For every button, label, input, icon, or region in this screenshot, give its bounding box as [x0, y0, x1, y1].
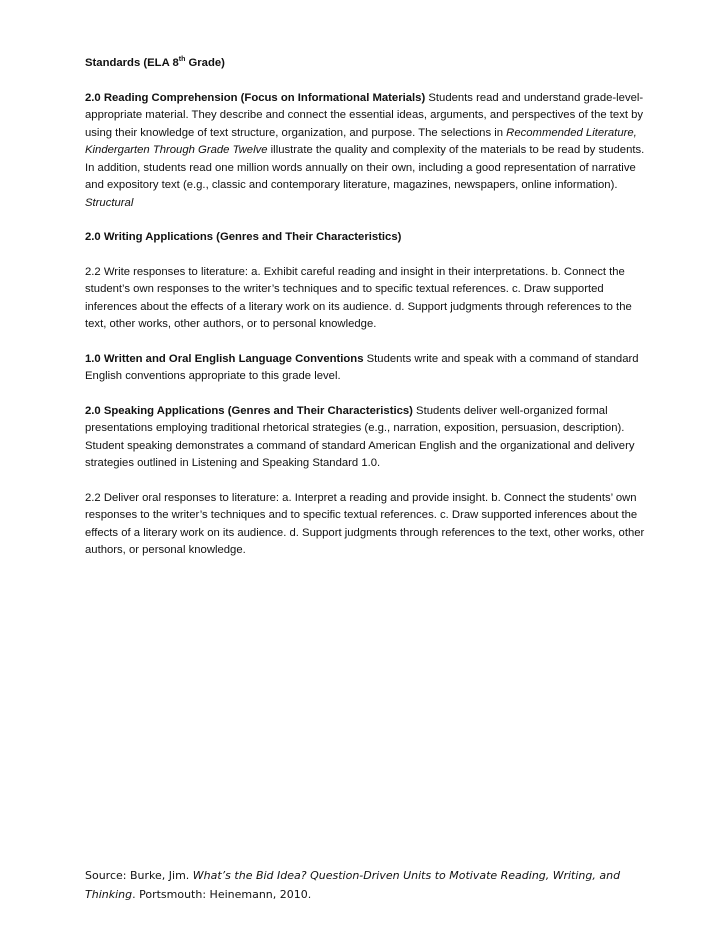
title-prefix: Standards (ELA 8 — [85, 57, 179, 69]
speaking-text: Students deliver well-organized formal presentations employing traditional rhetorical strategies (e.g., narration, exposition, persuasion, description). Student speaking demonstrates a command of standard American English and the organizational and delivery strategies outlined in Listening and Speaking Standard 1.0. — [85, 404, 635, 469]
reading-book-title: Recommended Literature, Kindergarten Through Grade Twelve — [85, 126, 637, 156]
speaking-responses-paragraph — [85, 490, 645, 560]
page-title — [85, 55, 645, 73]
citation-suffix: . Portsmouth: Heinemann, 2010. — [132, 888, 312, 901]
writing-responses-paragraph — [85, 264, 645, 334]
citation-prefix: Source: Burke, Jim. — [85, 869, 193, 882]
conventions-text: Students write and speak with a command of standard English conventions appropriate to this grade level. — [85, 352, 639, 382]
reading-text-part2: illustrate the quality and complexity of the materials to be read by students. In addition, students read one million words annually on their own, including a good representation of narrative and expository text (e.g., classic and contemporary literature, magazines, newspapers, online information). — [85, 144, 645, 191]
writing-22-text: 2.2 Write responses to literature: a. Exhibit careful reading and insight in their interpretations. b. Connect the student’s own responses to the writer’s techniques and to specific textual references. c. Draw supported inferences about the effects of a literary work on its audience. d. Support judgments through references to the text, other works, other authors, or to personal knowledge. — [85, 265, 632, 330]
speaking-applications-paragraph — [85, 403, 645, 473]
conventions-heading: 1.0 Written and Oral English Language Conventions — [85, 352, 364, 365]
reading-heading: 2.0 Reading Comprehension (Focus on Informational Materials) — [85, 91, 426, 104]
title-suffix: Grade) — [185, 57, 225, 69]
title-superscript: th — [178, 56, 186, 64]
reading-text-part1: Students read and understand grade-level-appropriate material. They describe and connect the essential ideas, arguments, and perspectives of the text by using their knowledge of text structure, organization, and purpose. The selections in — [85, 91, 644, 139]
speaking-heading: 2.0 Speaking Applications (Genres and Their Characteristics) — [85, 404, 413, 417]
reading-comprehension-paragraph — [85, 90, 645, 213]
speaking-22-text: 2.2 Deliver oral responses to literature: a. Interpret a reading and provide insight. b. Connect the students’ own responses to the writer’s techniques and to specific textual references. c. Draw supported inferences about the effects of a literary work on its audience. d. Support judgments through references to the text, other works, other authors, or personal knowledge. — [85, 491, 645, 556]
source-citation — [85, 866, 645, 904]
document-body — [85, 55, 645, 577]
writing-applications-heading-paragraph — [85, 229, 645, 247]
reading-structural-tag: Structural — [85, 196, 134, 209]
citation-book-title: What’s the Bid Idea? Question-Driven Units to Motivate Reading, Writing, and Thinking — [85, 869, 621, 901]
writing-heading: 2.0 Writing Applications (Genres and Their Characteristics) — [85, 231, 402, 243]
conventions-paragraph — [85, 351, 645, 386]
